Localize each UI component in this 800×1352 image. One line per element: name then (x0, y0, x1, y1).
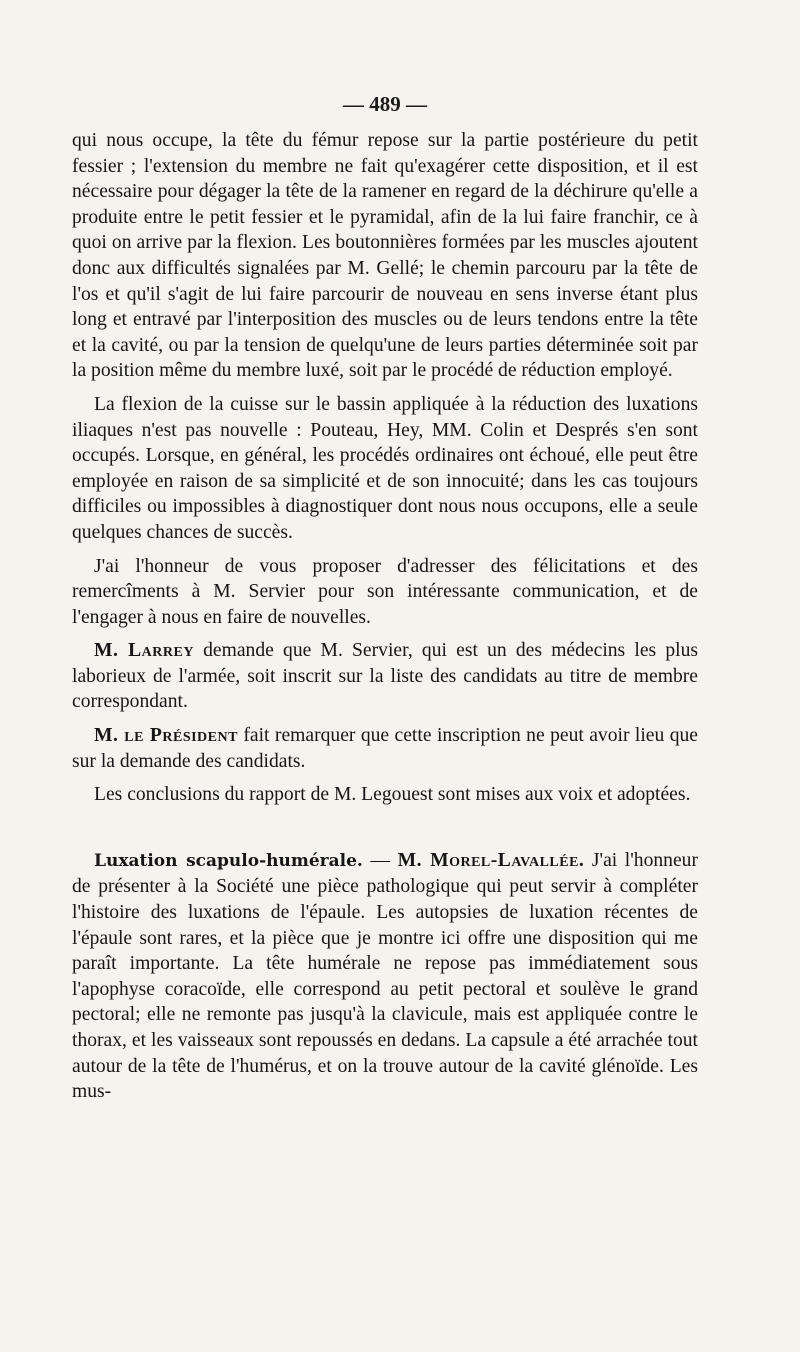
speaker-president: M. le Président (94, 725, 238, 747)
section-heading: Luxation scapulo-humérale. (94, 850, 363, 871)
paragraph-4-text: demande que M. Servier, qui est un des médecins les plus laborieux de l'armée, soit inscrit sur la liste des candidats au titre de membre correspondant. (72, 640, 698, 713)
paragraph-6: Les conclusions du rapport de M. Legouest sont mises aux voix et adoptées. (94, 784, 691, 806)
paragraph-7 (72, 848, 698, 1105)
paragraph-3: J'ai l'honneur de vous proposer d'adresser des félicitations et des remercîments à M. Servier pour son intéressante communication, et de l'engager à nous en faire de nouvelles. (72, 555, 698, 628)
page-number: — 489 — (343, 92, 427, 116)
speaker-larrey: M. Larrey (94, 640, 194, 662)
paragraph-1: qui nous occupe, la tête du fémur repose sur la partie postérieure du petit fessier ; l'extension du membre ne fait qu'exagérer cette disposition, et il est nécessaire pour dégager la tête de la ramener en regard de la déchirure qu'elle a produite entre le petit fessier et le pyramidal, afin de la lui faire franchir, ce à quoi on arrive par la flexion. Les boutonnières formées par les muscles ajoutent donc aux difficultés signalées par M. Gellé; le chemin parcouru par la tête de l'os et qu'il s'agit de lui faire parcourir de nouveau en sens inverse étant plus long et entravé par l'interposition des muscles ou de leurs tendons entre la tête et la cavité, ou par la tension de quelqu'une de leurs parties déterminée soit par la position même du membre luxé, soit par le procédé de réduction employé. (72, 130, 698, 382)
paragraph-2: La flexion de la cuisse sur le bassin appliquée à la réduction des luxations iliaques n'est pas nouvelle : Pouteau, Hey, MM. Colin et Després s'en sont occupés. Lorsque, en général, les procédés ordinaires ont échoué, elle peut être employée en raison de sa simplicité et de son innocuité; dans les cas toujours difficiles ou impossibles à diagnostiquer dont nous nous occupons, elle a seule quelques chances de succès. (72, 393, 698, 543)
paragraph-7-text: J'ai l'honneur de présenter à la Société une pièce pathologique qui peut servir à compléter l'histoire des luxations de l'épaule. Les autopsies de luxation récentes de l'épaule sont rares, et la pièce que je montre ici offre une disposition qui me paraît importante. La tête humérale ne repose pas immédiatement sous l'apophyse coracoïde, elle correspond au petit pectoral et soulève le grand pectoral; elle ne remonte pas jusqu'à la clavicule, mais est appliquée contre le thorax, et les vaisseaux sont repoussés en dedans. La capsule a été arrachée tout autour de la tête de l'humérus, et on la trouve autour de la cavité glénoïde. Les mus- (72, 849, 698, 1103)
paragraph-4 (72, 638, 698, 715)
heading-dash: — (362, 849, 398, 871)
paragraph-5 (72, 723, 698, 774)
body-text (72, 128, 698, 1105)
speaker-morel-lavallee: M. Morel-Lavallée. (397, 849, 585, 871)
paragraph-5-text: fait remarquer que cette inscription ne peut avoir lieu que sur la demande des candidats. (72, 725, 699, 772)
